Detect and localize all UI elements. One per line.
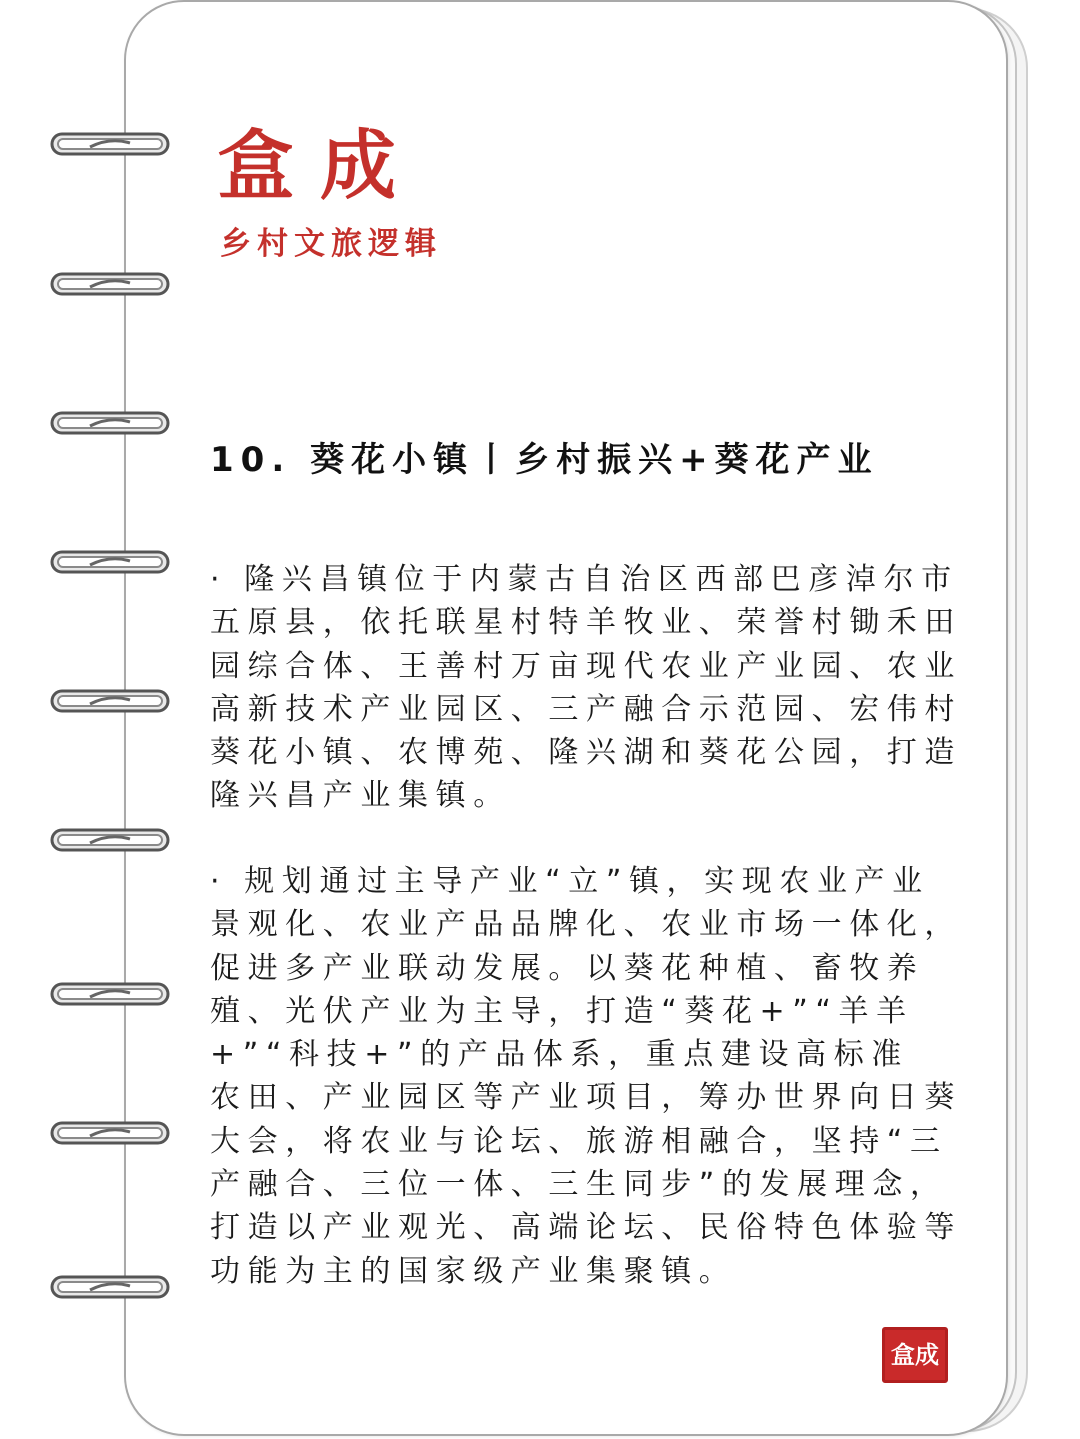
paragraph-2	[210, 860, 990, 1293]
brand-subtitle: 乡村文旅逻辑	[220, 226, 442, 262]
binder-ring-icon	[50, 549, 170, 575]
paragraph-line: 打造以产业观光、高端论坛、民俗特色体验等	[210, 1210, 962, 1246]
paragraph-line: 功能为主的国家级产业集聚镇。	[210, 1253, 737, 1289]
paragraph-line: 园综合体、王善村万亩现代农业产业园、农业	[210, 648, 962, 684]
paragraph-line: 殖、光伏产业为主导，打造“葵花+”“羊羊	[210, 993, 914, 1029]
paragraph-line: · 隆兴昌镇位于内蒙古自治区西部巴彦淖尔市	[210, 562, 959, 597]
binder-ring-icon	[50, 1120, 170, 1146]
binder-ring-icon	[50, 1274, 170, 1300]
paragraph-line: 五原县，依托联星村特羊牧业、荣誉村锄禾田	[210, 605, 962, 641]
paragraph-line: 促进多产业联动发展。以葵花种植、畜牧养	[210, 950, 925, 986]
seal-text: 盒成	[891, 1340, 939, 1369]
seal-stamp-icon	[882, 1327, 948, 1383]
brand-title: 盒成	[218, 121, 422, 210]
paragraph-line: 高新技术产业园区、三产融合示范园、宏伟村	[210, 691, 962, 727]
binder-ring-icon	[50, 271, 170, 297]
paragraph-line: 产融合、三位一体、三生同步”的发展理念，	[210, 1167, 948, 1203]
paragraph-1	[210, 558, 990, 818]
binder-ring-icon	[50, 410, 170, 436]
paragraph-line: 葵花小镇、农博苑、隆兴湖和葵花公园，打造	[210, 735, 962, 771]
binder-ring-icon	[50, 688, 170, 714]
paragraph-line: 隆兴昌产业集镇。	[210, 778, 511, 814]
paragraph-line: · 规划通过主导产业“立”镇，实现农业产业	[210, 864, 930, 899]
binder-ring-icon	[50, 827, 170, 853]
binder-ring-icon	[50, 981, 170, 1007]
binder-ring-icon	[50, 131, 170, 157]
paragraph-line: 景观化、农业产品品牌化、农业市场一体化，	[210, 907, 962, 943]
paragraph-line: 大会，将农业与论坛、旅游相融合，坚持“三	[210, 1123, 948, 1159]
paragraph-line: 农田、产业园区等产业项目，筹办世界向日葵	[210, 1080, 962, 1116]
section-heading: 10. 葵花小镇丨乡村振兴+葵花产业	[210, 440, 879, 480]
paragraph-line: +”“科技+”的产品体系，重点建设高标准	[210, 1037, 909, 1073]
